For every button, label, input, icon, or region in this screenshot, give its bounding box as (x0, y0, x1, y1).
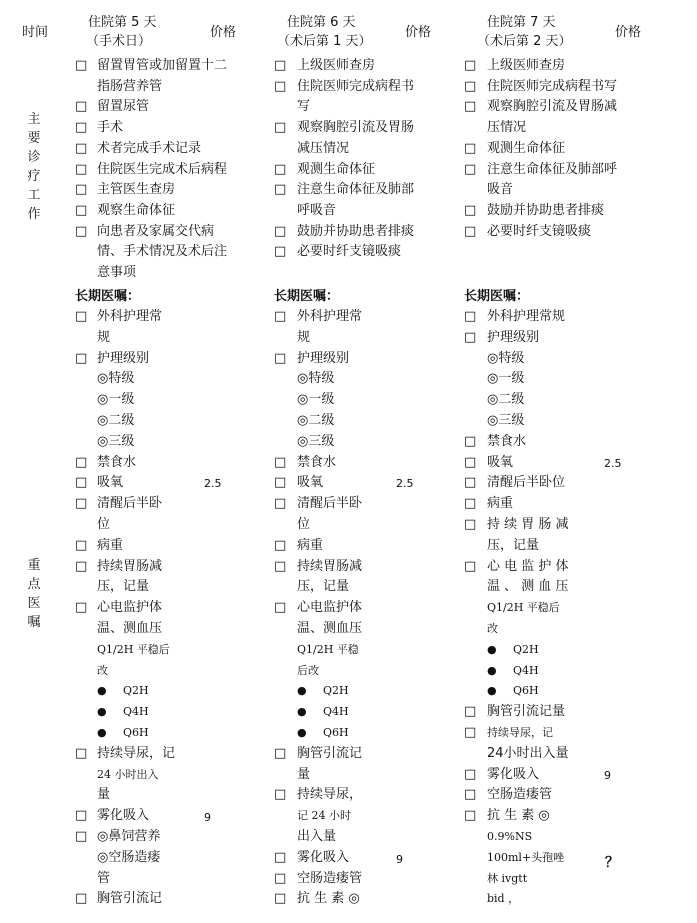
col2_orders-line-7: 禁食水 (297, 454, 337, 470)
col3_orders-line-13: 温 、 测 血 压 (487, 579, 569, 595)
col1-nebulizer-price: 9 (204, 811, 211, 824)
col1_orders-line-28: 胸管引流记 (97, 891, 163, 907)
col3_main-checkbox-7[interactable]: □ (464, 202, 477, 218)
col1_orders-line-16: Q1/2H 平稳后 (97, 642, 170, 656)
col3-oxygen-price: 2.5 (604, 457, 622, 470)
col1_orders-line-18: Q2H (123, 684, 149, 698)
col1-oxygen-price: 2.5 (204, 477, 222, 490)
col1_main-line-2: 留置尿管 (97, 99, 150, 115)
col2_main-line-1: 住院医师完成病程书 (297, 78, 415, 94)
col3_orders-checkbox-10[interactable]: □ (464, 517, 477, 532)
col3_orders-line-4: ◎二级 (487, 392, 525, 408)
col3_orders-line-12: 心 电 监 护 体 (487, 558, 569, 574)
col3_main-checkbox-2[interactable]: □ (464, 99, 477, 115)
col2_main-line-0: 上级医师查房 (297, 58, 376, 73)
col1_orders-checkbox-28[interactable]: □ (75, 891, 88, 907)
section-key-orders-label: 重点医嘱 (27, 558, 41, 630)
col2_orders-line-2: 护理级别 (297, 350, 350, 366)
col1_orders-line-24: 雾化吸入 (97, 808, 150, 824)
col3_orders-line-15: 改 (487, 622, 498, 635)
col3_orders-line-20: 持续导尿，记 (487, 726, 553, 739)
col1_main-line-0: 留置胃管或加留置十二 (97, 58, 228, 73)
col2_main-checkbox-3[interactable]: □ (274, 120, 287, 136)
col2_orders-checkbox-28[interactable]: □ (274, 891, 287, 907)
col1_main-checkbox-4[interactable]: □ (75, 140, 88, 156)
col3_main-line-2: 观察胸腔引流及胃肠减 (487, 99, 618, 115)
col1_orders-line-2: 护理级别 (97, 350, 150, 366)
col2_orders-line-14: 心电监护体 (297, 600, 363, 616)
col3_main-line-4: 观测生命体征 (487, 140, 566, 156)
col3_main-line-6: 吸音 (487, 182, 514, 198)
col2_main-line-5: 观测生命体征 (297, 161, 376, 177)
col1_orders-line-27: 管 (97, 870, 111, 886)
col2_orders-line-20: Q6H (323, 726, 349, 739)
col2_orders-line-0: 外科护理常 (297, 309, 363, 324)
col2_orders-line-13: 压，记量 (297, 579, 350, 595)
col3_orders-line-26: 100ml+头孢唑 (487, 850, 565, 864)
header-day6-line1: 住院第 6 天 (287, 15, 356, 30)
col3_orders-line-28: bid ， (487, 892, 520, 906)
col3_orders-checkbox-6[interactable]: □ (464, 433, 477, 449)
col1_main-checkbox-6[interactable]: □ (75, 182, 88, 198)
header-price-1: 价格 (210, 25, 237, 40)
col3_orders-line-5: ◎三级 (487, 413, 525, 428)
col1_orders-line-15: 温、测血压 (97, 621, 163, 636)
col2_main-line-6: 注意生命体征及肺部 (297, 182, 415, 198)
col2_orders-line-12: 持续胃肠减 (297, 558, 363, 574)
col1_orders-line-4: ◎一级 (97, 392, 135, 408)
col2_orders-line-26: 雾化吸入 (297, 849, 350, 865)
col2_main-checkbox-8[interactable]: □ (274, 223, 287, 239)
col2_orders-line-3: ◎特级 (297, 371, 335, 387)
col3-question-mark: ？ (605, 855, 619, 871)
col1_orders-line-26: ◎空肠造瘘 (97, 849, 161, 865)
col1_orders-line-20: Q6H (123, 726, 149, 739)
col1_orders-checkbox-11[interactable]: □ (75, 537, 88, 553)
col3_orders-line-19: 胸管引流记量 (487, 704, 566, 720)
col1_orders-line-22: 24 小时出入 (97, 767, 159, 781)
col1_main-line-1: 指肠营养管 (97, 78, 163, 94)
col3_main-checkbox-0[interactable]: □ (464, 58, 477, 73)
col3_orders-checkbox-22[interactable]: □ (464, 766, 477, 782)
col1_main-line-10: 意事项 (97, 265, 137, 280)
col1_orders-line-17: 改 (97, 663, 108, 677)
col3_orders-checkbox-12[interactable]: □ (464, 558, 477, 574)
col3_orders-line-6: 禁食水 (487, 433, 527, 449)
col1_orders-checkbox-9[interactable]: □ (75, 496, 88, 512)
col3_orders-checkbox-1[interactable]: □ (464, 329, 477, 345)
col2_orders-line-11: 病重 (297, 537, 324, 553)
col2_orders-checkbox-26[interactable]: □ (274, 849, 287, 865)
col3_orders-line-9: 病重 (487, 496, 514, 512)
col1_orders-checkbox-25[interactable]: □ (75, 829, 88, 844)
col2_orders-checkbox-9[interactable]: □ (274, 496, 287, 512)
col2_main-line-9: 必要时纤支镜吸痰 (297, 244, 402, 260)
col1_orders-line-11: 病重 (97, 537, 124, 553)
col3_orders-line-23: 空肠造瘘管 (487, 787, 553, 803)
col2_orders-line-28: 抗 生 素 ◎ (297, 891, 360, 907)
col3_orders-checkbox-23[interactable]: □ (464, 787, 477, 803)
col2_orders-line-1: 规 (297, 329, 311, 345)
col3_orders-bullet-18: ● (487, 684, 497, 698)
col1_orders-bullet-19: ● (97, 705, 107, 719)
col3_orders-line-25: 0.9%NS (487, 830, 533, 843)
col3_orders-checkbox-7[interactable]: □ (464, 454, 477, 470)
col2_orders-line-27: 空肠造瘘管 (297, 870, 363, 886)
col3_main-checkbox-4[interactable]: □ (464, 140, 477, 156)
col1_main-line-6: 主管医生查房 (97, 182, 176, 198)
col2_orders-checkbox-0[interactable]: □ (274, 309, 287, 324)
col1_main-line-7: 观察生命体征 (97, 202, 176, 218)
col2-nebulizer-price: 9 (396, 853, 403, 866)
col2_orders-line-25: 出入量 (297, 829, 337, 844)
col1_main-checkbox-8[interactable]: □ (75, 223, 88, 239)
col1_main-checkbox-7[interactable]: □ (75, 202, 88, 218)
col1_orders-line-3: ◎特级 (97, 371, 135, 387)
col2_main-checkbox-1[interactable]: □ (274, 78, 287, 94)
header-day6-line2: （术后第 1 天） (277, 34, 372, 49)
col2_main-line-3: 观察胸腔引流及胃肠 (297, 120, 415, 136)
col2-long-term-heading: 长期医嘱： (274, 289, 340, 304)
col3_main-line-5: 注意生命体征及肺部呼 (487, 161, 618, 177)
col2_main-line-8: 鼓励并协助患者排痰 (297, 223, 415, 239)
col2_orders-line-4: ◎一级 (297, 392, 335, 408)
col1_main-line-4: 术者完成手术记录 (97, 140, 202, 156)
header-day5-line2: （手术日） (86, 34, 152, 49)
col3_orders-line-8: 清醒后半卧位 (487, 475, 566, 491)
col3_orders-line-24: 抗 生 素 ◎ (487, 808, 550, 824)
col2_orders-line-19: Q4H (323, 705, 349, 719)
col2_orders-checkbox-12[interactable]: □ (274, 558, 287, 574)
col2_orders-checkbox-21[interactable]: □ (274, 745, 287, 761)
header-time: 时间 (22, 25, 49, 40)
col1_orders-line-23: 量 (97, 787, 111, 803)
col2_orders-checkbox-8[interactable]: □ (274, 475, 287, 491)
col3_main-line-7: 鼓励并协助患者排痰 (487, 202, 605, 218)
col2_main-line-7: 呼吸音 (297, 202, 337, 218)
col3_main-line-3: 压情况 (487, 120, 527, 136)
col3_main-line-1: 住院医师完成病程书写 (487, 78, 618, 94)
col3_orders-checkbox-9[interactable]: □ (464, 496, 477, 512)
col3_main-line-8: 必要时纤支镜吸痰 (487, 223, 592, 239)
col3_orders-line-27: 林 ivgtt (487, 871, 528, 885)
col3_orders-bullet-16: ● (487, 642, 497, 656)
col2_orders-checkbox-27[interactable]: □ (274, 870, 287, 886)
col1_orders-line-6: ◎三级 (97, 433, 135, 449)
col2_orders-line-17: 后改 (297, 663, 319, 677)
col1_main-checkbox-0[interactable]: □ (75, 58, 88, 73)
col3_orders-line-3: ◎一级 (487, 371, 525, 387)
col3_main-line-0: 上级医师查房 (487, 58, 566, 73)
col2_orders-line-16: Q1/2H 平稳 (297, 642, 359, 656)
col3_orders-line-2: ◎特级 (487, 350, 525, 366)
col1_main-checkbox-5[interactable]: □ (75, 161, 88, 177)
col1_orders-line-25: ◎鼻饲营养 (97, 829, 161, 844)
col3_orders-line-17: Q4H (513, 663, 539, 677)
col2_orders-bullet-19: ● (297, 705, 307, 719)
col1-long-term-heading: 长期医嘱： (75, 289, 141, 304)
col3_orders-line-1: 护理级别 (487, 329, 540, 345)
col1_main-checkbox-2[interactable]: □ (75, 99, 88, 115)
col2_orders-line-23: 持续导尿， (297, 787, 363, 803)
col3_orders-line-7: 吸氧 (487, 454, 514, 470)
col3_orders-checkbox-0[interactable]: □ (464, 309, 477, 324)
col2_main-checkbox-5[interactable]: □ (274, 161, 287, 177)
col3_main-checkbox-5[interactable]: □ (464, 161, 477, 177)
header-day7-line1: 住院第 7 天 (487, 15, 556, 30)
col1_main-line-5: 住院医生完成术后病程 (97, 161, 228, 177)
col2_main-checkbox-0[interactable]: □ (274, 58, 287, 73)
col1_main-line-9: 情、手术情况及术后注 (97, 244, 228, 260)
col1_orders-checkbox-21[interactable]: □ (75, 745, 88, 761)
col2_orders-line-5: ◎二级 (297, 413, 335, 428)
col1_orders-line-21: 持续导尿，记 (97, 745, 176, 761)
col2_orders-checkbox-7[interactable]: □ (274, 454, 287, 470)
col3_orders-checkbox-8[interactable]: □ (464, 475, 477, 491)
col1_orders-checkbox-14[interactable]: □ (75, 600, 88, 616)
col2-oxygen-price: 2.5 (396, 477, 414, 490)
col1_orders-line-9: 清醒后半卧 (97, 496, 163, 512)
col3-long-term-heading: 长期医嘱： (464, 289, 530, 304)
col1_orders-line-8: 吸氧 (97, 475, 124, 491)
col2_orders-checkbox-14[interactable]: □ (274, 600, 287, 616)
col3_orders-line-11: 压，记量 (487, 537, 540, 553)
col1_orders-checkbox-8[interactable]: □ (75, 475, 88, 491)
col1_orders-line-7: 禁食水 (97, 454, 137, 470)
header-price-2: 价格 (405, 25, 432, 40)
col1_orders-checkbox-24[interactable]: □ (75, 808, 88, 824)
col3_orders-checkbox-19[interactable]: □ (464, 704, 477, 720)
col3_orders-checkbox-24[interactable]: □ (464, 808, 477, 824)
col2_orders-line-6: ◎三级 (297, 433, 335, 449)
col1_main-checkbox-3[interactable]: □ (75, 120, 88, 136)
col1_orders-checkbox-7[interactable]: □ (75, 454, 88, 470)
col2_orders-bullet-20: ● (297, 726, 307, 739)
col1_main-line-3: 手术 (97, 120, 124, 136)
col1_orders-checkbox-2[interactable]: □ (75, 350, 88, 366)
col2_orders-checkbox-23[interactable]: □ (274, 787, 287, 803)
col3_orders-line-10: 持 续 胃 肠 减 (487, 517, 569, 532)
col1_orders-line-14: 心电监护体 (97, 600, 163, 616)
col3_orders-checkbox-20[interactable]: □ (464, 725, 477, 740)
col2_orders-line-24: 记 24 小时 (297, 809, 351, 823)
header-price-3: 价格 (615, 25, 642, 40)
col3_main-checkbox-8[interactable]: □ (464, 223, 477, 239)
col3_orders-line-14: Q1/2H 平稳后 (487, 601, 560, 615)
section-main-work-label: 主要诊疗工作 (27, 112, 41, 222)
col2_orders-line-8: 吸氧 (297, 475, 324, 491)
col1_orders-line-0: 外科护理常 (97, 309, 163, 324)
col3_orders-line-0: 外科护理常规 (487, 309, 566, 324)
col1_orders-checkbox-12[interactable]: □ (75, 558, 88, 574)
col2_main-checkbox-9[interactable]: □ (274, 244, 287, 260)
col2_orders-line-21: 胸管引流记 (297, 745, 363, 761)
col1_orders-line-13: 压，记量 (97, 579, 150, 595)
col1_orders-line-1: 规 (97, 329, 111, 345)
col2_orders-checkbox-11[interactable]: □ (274, 537, 287, 553)
col2_orders-checkbox-2[interactable]: □ (274, 350, 287, 366)
col1_orders-bullet-18: ● (97, 684, 107, 698)
col1_orders-line-5: ◎二级 (97, 413, 135, 428)
col2_orders-bullet-18: ● (297, 684, 307, 698)
col1_orders-line-12: 持续胃肠减 (97, 558, 163, 574)
col3_orders-bullet-17: ● (487, 663, 497, 677)
col2_orders-line-22: 量 (297, 766, 311, 782)
col2_orders-line-18: Q2H (323, 684, 349, 698)
col3_main-checkbox-1[interactable]: □ (464, 78, 477, 94)
col2_orders-line-9: 清醒后半卧 (297, 496, 363, 512)
col2_main-line-4: 减压情况 (297, 140, 350, 156)
col1_orders-bullet-20: ● (97, 726, 107, 739)
header-day7-line2: （术后第 2 天） (477, 34, 572, 49)
col3-nebulizer-price: 9 (604, 769, 611, 782)
col2_orders-line-10: 位 (297, 517, 311, 532)
col1_orders-line-19: Q4H (123, 705, 149, 719)
col1_orders-checkbox-0[interactable]: □ (75, 309, 88, 324)
col3_orders-line-21: 24小时出入量 (487, 745, 569, 761)
col3_orders-line-22: 雾化吸入 (487, 766, 540, 782)
col3_orders-line-18: Q6H (513, 684, 539, 698)
header-day5-line1: 住院第 5 天 (88, 15, 157, 30)
col3_orders-line-16: Q2H (513, 642, 539, 656)
col1_orders-line-10: 位 (97, 517, 111, 532)
col2_orders-line-15: 温、测血压 (297, 621, 363, 636)
col2_main-line-2: 写 (297, 99, 311, 115)
col1_main-line-8: 向患者及家属交代病 (97, 223, 215, 239)
col2_main-checkbox-6[interactable]: □ (274, 182, 287, 198)
